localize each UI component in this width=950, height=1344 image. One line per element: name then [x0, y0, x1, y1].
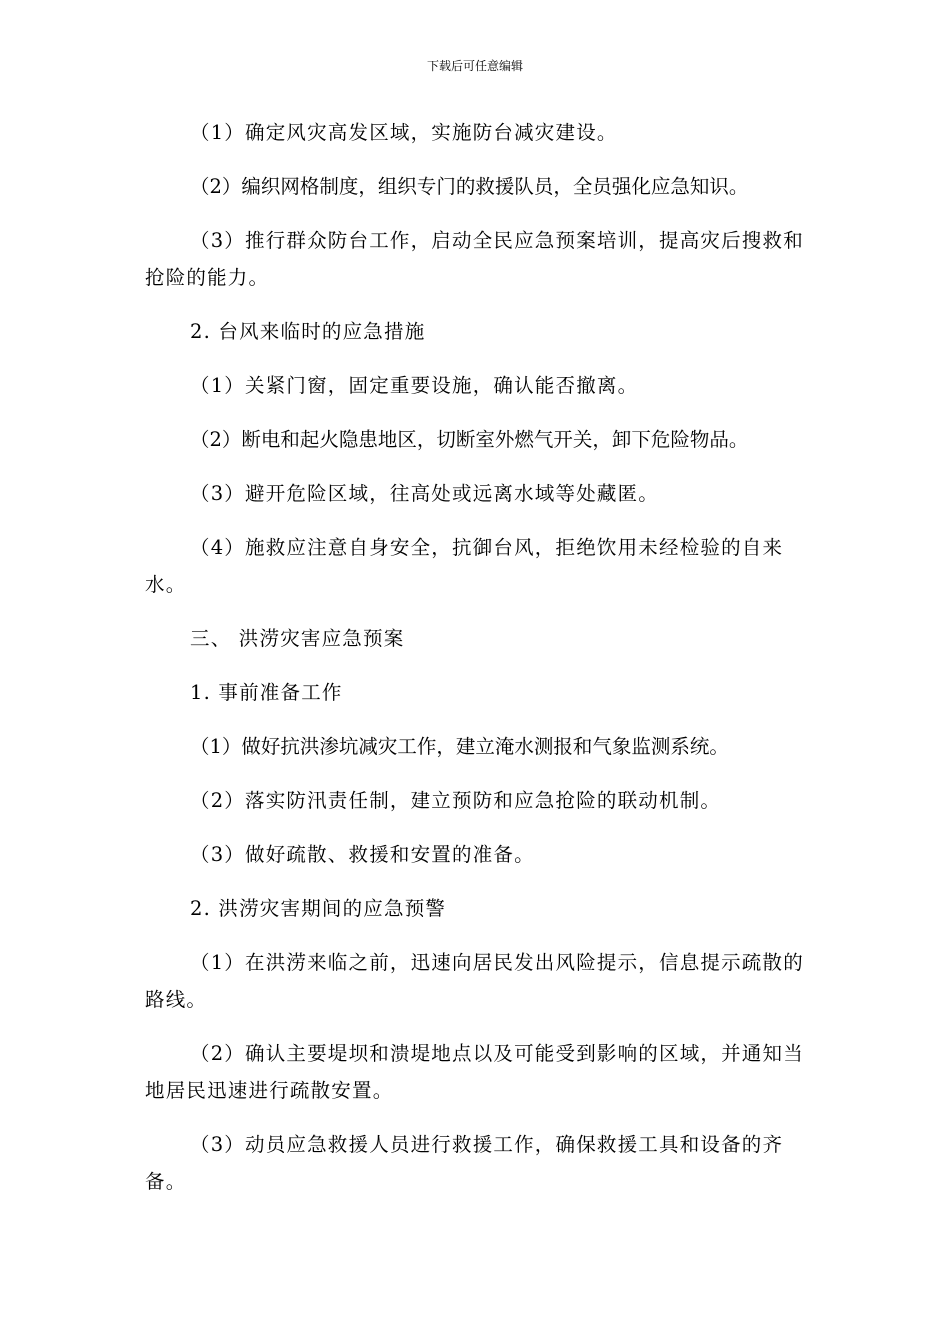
section-heading-preparation: 1. 事前准备工作 — [190, 681, 343, 704]
paragraph-4: （1）关紧门窗，固定重要设施，确认能否撤离。 — [190, 374, 639, 397]
paragraph-11: （1）在洪涝来临之前，迅速向居民发出风险提示，信息提示疏散的路线。 — [145, 951, 804, 1011]
paragraph-2: （2）编织网格制度，组织专门的救援队员，全员强化应急知识。 — [190, 175, 749, 198]
paragraph-5: （2）断电和起火隐患地区，切断室外燃气开关，卸下危险物品。 — [190, 428, 749, 451]
paragraph-9: （2）落实防汛责任制，建立预防和应急抢险的联动机制。 — [190, 789, 722, 812]
paragraph-1: （1）确定风灾高发区域，实施防台减灾建设。 — [190, 121, 618, 144]
paragraph-6: （3）避开危险区域，往高处或远离水域等处藏匿。 — [190, 482, 660, 505]
paragraph-12: （2）确认主要堤坝和溃堤地点以及可能受到影响的区域，并通知当地居民迅速进行疏散安置。 — [145, 1042, 804, 1102]
section-heading-flood-plan: 三、 洪涝灾害应急预案 — [190, 627, 405, 650]
paragraph-13: （3）动员应急救援人员进行救援工作，确保救援工具和设备的齐备。 — [145, 1133, 784, 1193]
section-heading-flood-warning: 2. 洪涝灾害期间的应急预警 — [190, 897, 447, 920]
paragraph-3: （3）推行群众防台工作，启动全民应急预案培训，提高灾后搜救和抢险的能力。 — [145, 229, 804, 289]
page-header: 下载后可任意编辑 — [426, 59, 523, 73]
paragraph-8: （1）做好抗洪渗坑减灾工作，建立淹水测报和气象监测系统。 — [190, 735, 729, 758]
paragraph-10: （3）做好疏散、救援和安置的准备。 — [190, 843, 535, 866]
section-heading-typhoon-measures: 2. 台风来临时的应急措施 — [190, 320, 426, 343]
paragraph-7: （4）施救应注意自身安全，抗御台风，拒绝饮用未经检验的自来水。 — [145, 536, 784, 596]
document-body — [145, 114, 810, 1217]
